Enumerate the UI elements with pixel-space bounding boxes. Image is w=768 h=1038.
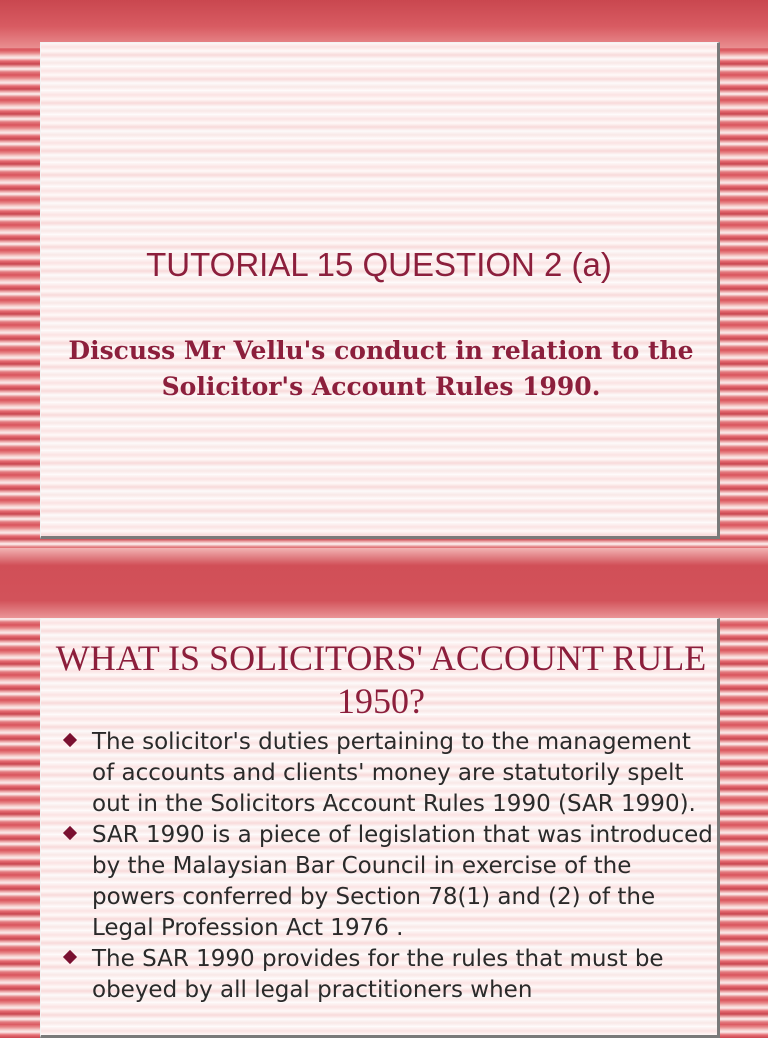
diamond-bullet-icon — [63, 733, 77, 747]
background-band-middle — [0, 548, 768, 618]
slide-2 — [40, 618, 720, 1038]
bullet-text: The SAR 1990 provides for the rules that must be obeyed by all legal practitioners when — [92, 946, 664, 1003]
bullet-item — [63, 727, 717, 820]
bullet-item — [63, 820, 717, 944]
diamond-bullet-icon — [63, 950, 77, 964]
slide-2-title: WHAT IS SOLICITORS' ACCOUNT RULE 1950? — [55, 638, 707, 721]
diamond-bullet-icon — [63, 826, 77, 840]
background-band-top — [0, 0, 768, 48]
bullet-list — [63, 727, 717, 1006]
slide-1-title: TUTORIAL 15 QUESTION 2 (a) — [146, 246, 612, 283]
bullet-item — [63, 944, 717, 1006]
bullet-text: SAR 1990 is a piece of legislation that was introduced by the Malaysian Bar Council in exercise of the powers conferred by Section 78(1) and (2) of the Legal Profession Act 1976 . — [92, 822, 713, 941]
bullet-text: The solicitor's duties pertaining to the management of accounts and clients' money are statutorily spelt out in the Solicitors Account Rules 1990 (SAR 1990). — [92, 729, 696, 817]
slide-1-subtitle: Discuss Mr Vellu's conduct in relation to the Solicitor's Account Rules 1990. — [68, 336, 694, 401]
slide-1 — [40, 42, 720, 539]
